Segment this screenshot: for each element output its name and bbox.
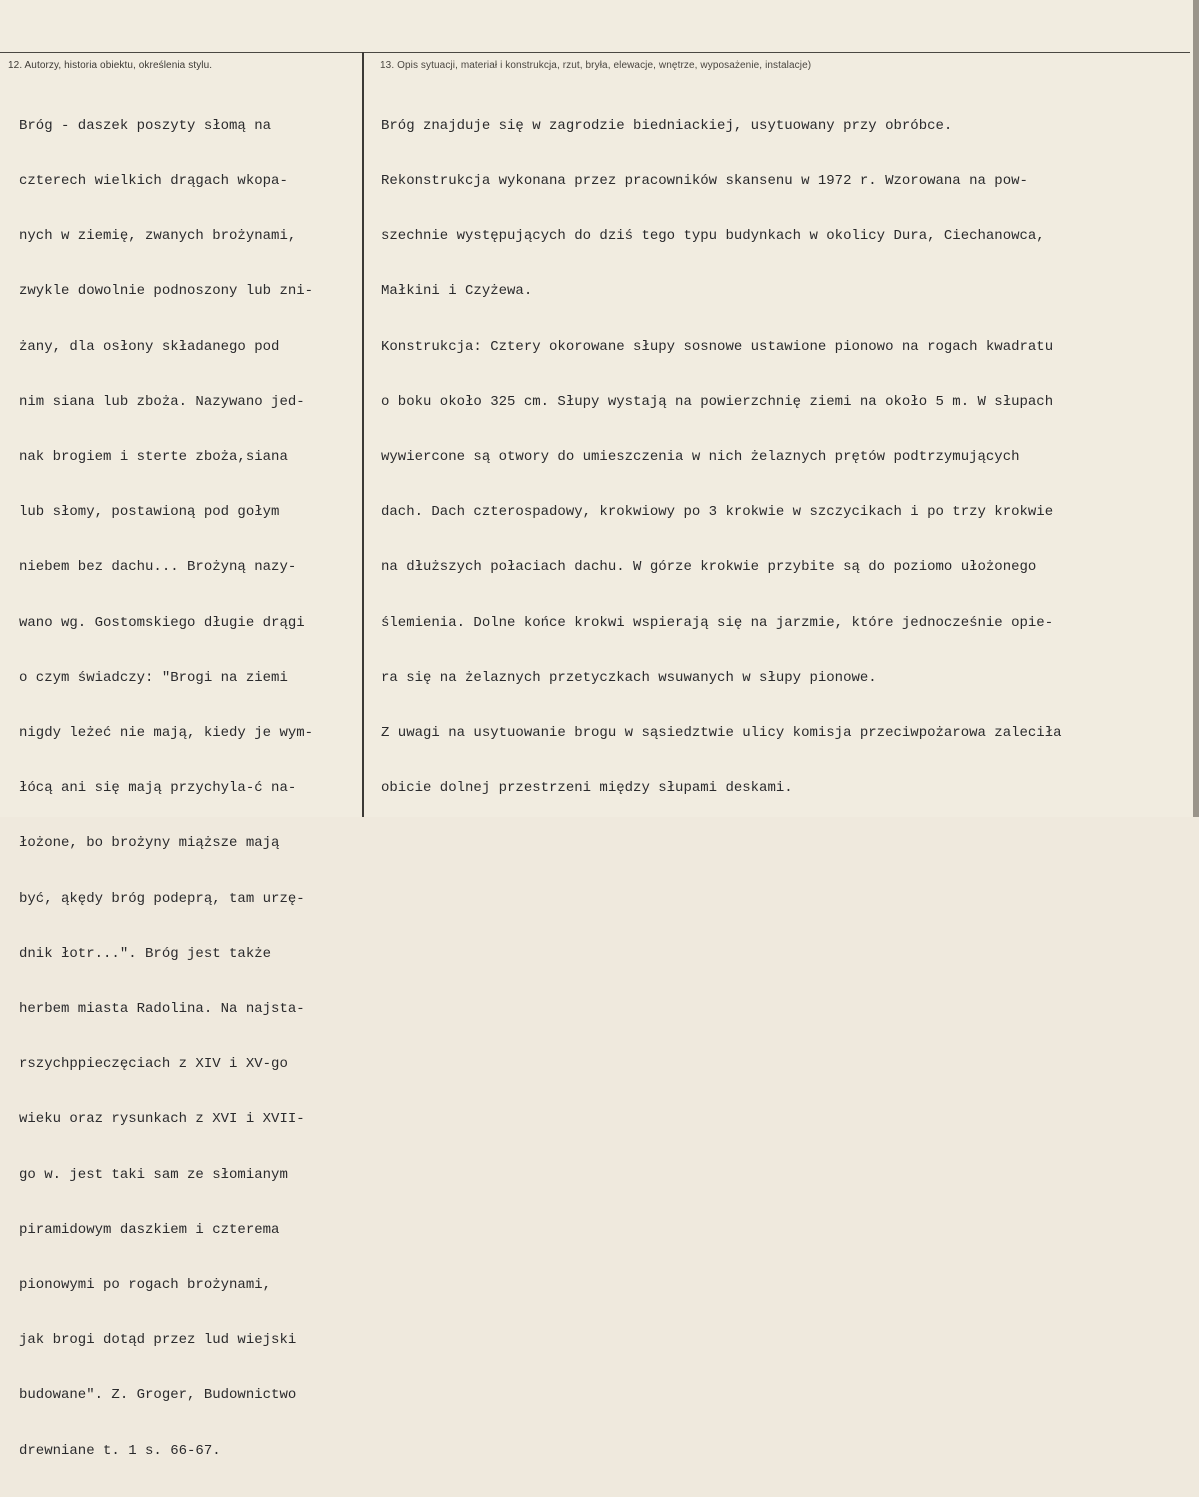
text-line: rszychppieczęciach z XIV i XV-go	[19, 1056, 288, 1073]
section-header-description: 13. Opis sytuacji, materiał i konstrukcja, rzut, bryła, elewacje, wnętrze, wyposażenie, instalacje)	[380, 60, 812, 71]
history-text-block	[19, 80, 313, 1497]
text-line: herbem miasta Radolina. Na najsta-	[19, 1001, 305, 1018]
text-line: Konstrukcja: Cztery okorowane słupy sosnowe ustawione pionowo na rogach kwadratu	[381, 338, 1054, 355]
page-edge	[1193, 0, 1199, 817]
text-line: drewniane t. 1 s. 66-67.	[19, 1442, 221, 1459]
text-line: obicie dolnej przestrzeni między słupami deskami.	[381, 780, 793, 797]
text-line: wieku oraz rysunkach z XVI i XVII-	[19, 1111, 305, 1128]
text-line: ślemienia. Dolne końce krokwi wspierają się na jarzmie, które jednocześnie opie-	[381, 614, 1054, 631]
text-line: dnik łotr...". Bróg jest także	[19, 945, 272, 962]
text-line: ra się na żelaznych przetyczkach wsuwanych w słupy pionowe.	[381, 669, 877, 686]
text-line: łócą ani się mają przychyla-ć na-	[19, 780, 297, 797]
text-line: nak brogiem i sterte zboża,siana	[19, 449, 288, 466]
text-line: żany, dla osłony składanego pod	[19, 338, 280, 355]
text-line: budowane". Z. Groger, Budownictwo	[19, 1387, 297, 1404]
text-line: niebem bez dachu... Brożyną nazy-	[19, 559, 297, 576]
text-line: nych w ziemię, zwanych brożynami,	[19, 228, 297, 245]
text-line: na dłuższych połaciach dachu. W górze krokwie przybite są do poziomo ułożonego	[381, 559, 1037, 576]
text-line: być, ąkędy bróg podeprą, tam urzę-	[19, 890, 305, 907]
text-line: lub słomy, postawioną pod gołym	[19, 504, 280, 521]
top-rule	[0, 52, 1190, 53]
text-line: wywiercone są otwory do umieszczenia w nich żelaznych prętów podtrzymujących	[381, 449, 1020, 466]
text-line: łożone, bo brożyny miąższe mają	[19, 835, 280, 852]
column-divider	[362, 52, 364, 817]
text-line: nigdy leżeć nie mają, kiedy je wym-	[19, 725, 314, 742]
text-line: Z uwagi na usytuowanie brogu w sąsiedztwie ulicy komisja przeciwpożarowa zaleciła	[381, 725, 1062, 742]
text-line: wano wg. Gostomskiego długie drągi	[19, 614, 305, 631]
description-text-block	[381, 80, 1062, 834]
text-line: nim siana lub zboża. Nazywano jed-	[19, 393, 305, 410]
text-line: szechnie występujących do dziś tego typu budynkach w okolicy Dura, Ciechanowca,	[381, 228, 1045, 245]
text-line: Bróg - daszek poszyty słomą na	[19, 117, 272, 134]
text-line: dach. Dach czterospadowy, krokwiowy po 3 krokwie w szczycikach i po trzy krokwie	[381, 504, 1054, 521]
text-line: pionowymi po rogach brożynami,	[19, 1277, 272, 1294]
text-line: zwykle dowolnie podnoszony lub zni-	[19, 283, 314, 300]
text-line: Rekonstrukcja wykonana przez pracowników skansenu w 1972 r. Wzorowana na pow-	[381, 173, 1028, 190]
text-line: piramidowym daszkiem i czterema	[19, 1221, 280, 1238]
text-line: Małkini i Czyżewa.	[381, 283, 533, 300]
text-line: go w. jest taki sam ze słomianym	[19, 1166, 288, 1183]
text-line: Bróg znajduje się w zagrodzie biedniackiej, usytuowany przy obróbce.	[381, 117, 953, 134]
text-line: czterech wielkich drągach wkopa-	[19, 173, 288, 190]
section-header-authors-history: 12. Autorzy, historia obiektu, określenia stylu.	[8, 60, 213, 71]
text-line: jak brogi dotąd przez lud wiejski	[19, 1332, 297, 1349]
text-line: o boku około 325 cm. Słupy wystają na powierzchnię ziemi na około 5 m. W słupach	[381, 393, 1054, 410]
text-line: o czym świadczy: "Brogi na ziemi	[19, 669, 288, 686]
